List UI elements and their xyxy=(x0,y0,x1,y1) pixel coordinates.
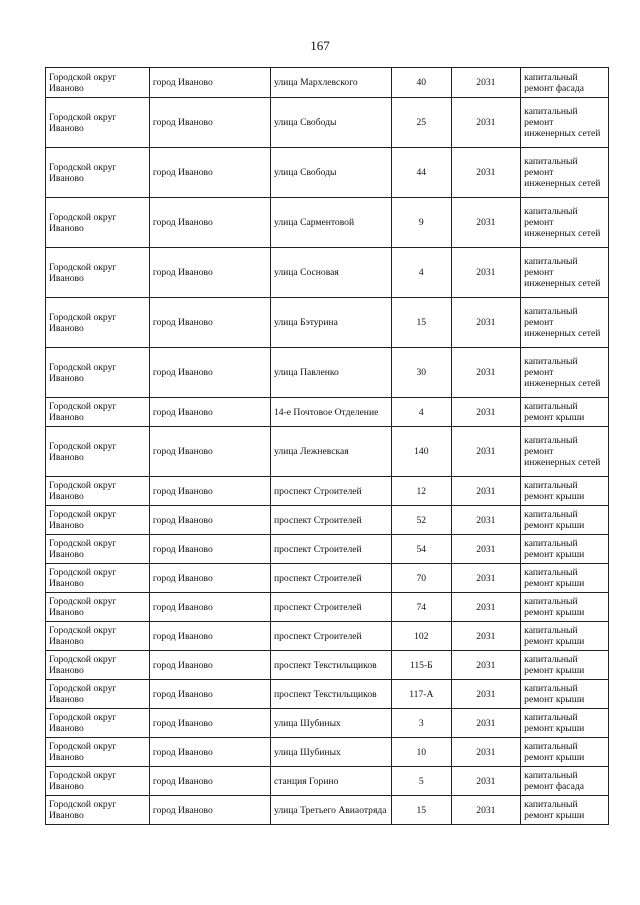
table-row xyxy=(46,427,609,477)
table-row xyxy=(46,535,609,564)
table-row xyxy=(46,651,609,680)
cell-work-type: капитальный ремонт фасада xyxy=(521,767,609,796)
cell-work-type: капитальный ремонт инженерных сетей xyxy=(521,198,609,248)
cell-year: 2031 xyxy=(451,767,521,796)
cell-municipal-okrug: Городской округ Иваново xyxy=(46,767,150,796)
cell-year: 2031 xyxy=(451,709,521,738)
cell-settlement: город Иваново xyxy=(149,651,270,680)
cell-work-type: капитальный ремонт инженерных сетей xyxy=(521,248,609,298)
cell-street: улица Шубиных xyxy=(270,738,391,767)
cell-year: 2031 xyxy=(451,348,521,398)
cell-year: 2031 xyxy=(451,506,521,535)
table-row xyxy=(46,477,609,506)
cell-year: 2031 xyxy=(451,298,521,348)
cell-house-number: 115-Б xyxy=(392,651,452,680)
cell-settlement: город Иваново xyxy=(149,298,270,348)
cell-municipal-okrug: Городской округ Иваново xyxy=(46,348,150,398)
cell-street: улица Мархлевского xyxy=(270,68,391,98)
cell-settlement: город Иваново xyxy=(149,680,270,709)
cell-year: 2031 xyxy=(451,427,521,477)
cell-work-type: капитальный ремонт крыши xyxy=(521,593,609,622)
cell-municipal-okrug: Городской округ Иваново xyxy=(46,506,150,535)
cell-house-number: 15 xyxy=(392,298,452,348)
cell-settlement: город Иваново xyxy=(149,248,270,298)
cell-settlement: город Иваново xyxy=(149,98,270,148)
cell-work-type: капитальный ремонт крыши xyxy=(521,506,609,535)
table-row xyxy=(46,622,609,651)
cell-municipal-okrug: Городской округ Иваново xyxy=(46,709,150,738)
cell-work-type: капитальный ремонт инженерных сетей xyxy=(521,348,609,398)
cell-municipal-okrug: Городской округ Иваново xyxy=(46,248,150,298)
page-number: 167 xyxy=(310,38,330,53)
cell-street: улица Шубиных xyxy=(270,709,391,738)
cell-year: 2031 xyxy=(451,98,521,148)
cell-street: проспект Строителей xyxy=(270,622,391,651)
cell-municipal-okrug: Городской округ Иваново xyxy=(46,398,150,427)
cell-work-type: капитальный ремонт инженерных сетей xyxy=(521,98,609,148)
cell-year: 2031 xyxy=(451,593,521,622)
cell-street: улица Бэтурина xyxy=(270,298,391,348)
cell-year: 2031 xyxy=(451,564,521,593)
cell-year: 2031 xyxy=(451,796,521,825)
cell-work-type: капитальный ремонт крыши xyxy=(521,535,609,564)
cell-settlement: город Иваново xyxy=(149,709,270,738)
cell-municipal-okrug: Городской округ Иваново xyxy=(46,148,150,198)
table-row xyxy=(46,767,609,796)
cell-municipal-okrug: Городской округ Иваново xyxy=(46,680,150,709)
cell-year: 2031 xyxy=(451,148,521,198)
cell-settlement: город Иваново xyxy=(149,564,270,593)
cell-settlement: город Иваново xyxy=(149,796,270,825)
table-row xyxy=(46,709,609,738)
table-row xyxy=(46,593,609,622)
cell-work-type: капитальный ремонт крыши xyxy=(521,564,609,593)
cell-year: 2031 xyxy=(451,248,521,298)
cell-year: 2031 xyxy=(451,68,521,98)
cell-street: проспект Текстильщиков xyxy=(270,680,391,709)
cell-settlement: город Иваново xyxy=(149,68,270,98)
cell-municipal-okrug: Городской округ Иваново xyxy=(46,564,150,593)
cell-house-number: 52 xyxy=(392,506,452,535)
table-row xyxy=(46,68,609,98)
cell-work-type: капитальный ремонт инженерных сетей xyxy=(521,298,609,348)
cell-house-number: 102 xyxy=(392,622,452,651)
cell-house-number: 4 xyxy=(392,398,452,427)
cell-street: улица Сосновая xyxy=(270,248,391,298)
cell-work-type: капитальный ремонт крыши xyxy=(521,738,609,767)
cell-street: улица Сарментовой xyxy=(270,198,391,248)
cell-street: проспект Строителей xyxy=(270,535,391,564)
cell-settlement: город Иваново xyxy=(149,738,270,767)
cell-work-type: капитальный ремонт крыши xyxy=(521,680,609,709)
table-row xyxy=(46,398,609,427)
cell-work-type: капитальный ремонт крыши xyxy=(521,398,609,427)
cell-house-number: 25 xyxy=(392,98,452,148)
table-row xyxy=(46,348,609,398)
table-body xyxy=(46,68,609,825)
table-row xyxy=(46,796,609,825)
cell-street: проспект Текстильщиков xyxy=(270,651,391,680)
cell-settlement: город Иваново xyxy=(149,535,270,564)
cell-settlement: город Иваново xyxy=(149,348,270,398)
cell-municipal-okrug: Городской округ Иваново xyxy=(46,796,150,825)
cell-house-number: 5 xyxy=(392,767,452,796)
cell-house-number: 70 xyxy=(392,564,452,593)
cell-house-number: 44 xyxy=(392,148,452,198)
cell-house-number: 30 xyxy=(392,348,452,398)
table-row xyxy=(46,98,609,148)
cell-year: 2031 xyxy=(451,738,521,767)
cell-street: проспект Строителей xyxy=(270,477,391,506)
cell-street: 14-е Почтовое Отделение xyxy=(270,398,391,427)
cell-settlement: город Иваново xyxy=(149,427,270,477)
cell-house-number: 3 xyxy=(392,709,452,738)
cell-settlement: город Иваново xyxy=(149,148,270,198)
table-row xyxy=(46,506,609,535)
cell-municipal-okrug: Городской округ Иваново xyxy=(46,477,150,506)
cell-work-type: капитальный ремонт фасада xyxy=(521,68,609,98)
cell-year: 2031 xyxy=(451,680,521,709)
cell-work-type: капитальный ремонт крыши xyxy=(521,651,609,680)
cell-street: проспект Строителей xyxy=(270,506,391,535)
housing-repair-table xyxy=(45,67,609,825)
cell-year: 2031 xyxy=(451,198,521,248)
cell-house-number: 117-А xyxy=(392,680,452,709)
cell-house-number: 9 xyxy=(392,198,452,248)
cell-work-type: капитальный ремонт крыши xyxy=(521,796,609,825)
cell-street: улица Свободы xyxy=(270,148,391,198)
cell-municipal-okrug: Городской округ Иваново xyxy=(46,622,150,651)
cell-house-number: 10 xyxy=(392,738,452,767)
cell-settlement: город Иваново xyxy=(149,593,270,622)
cell-settlement: город Иваново xyxy=(149,398,270,427)
cell-house-number: 15 xyxy=(392,796,452,825)
table-row xyxy=(46,148,609,198)
cell-street: улица Свободы xyxy=(270,98,391,148)
cell-settlement: город Иваново xyxy=(149,506,270,535)
cell-settlement: город Иваново xyxy=(149,767,270,796)
cell-municipal-okrug: Городской округ Иваново xyxy=(46,738,150,767)
cell-settlement: город Иваново xyxy=(149,198,270,248)
cell-municipal-okrug: Городской округ Иваново xyxy=(46,298,150,348)
cell-municipal-okrug: Городской округ Иваново xyxy=(46,98,150,148)
cell-work-type: капитальный ремонт крыши xyxy=(521,709,609,738)
cell-house-number: 40 xyxy=(392,68,452,98)
table-row xyxy=(46,248,609,298)
table-row xyxy=(46,298,609,348)
cell-street: станция Горино xyxy=(270,767,391,796)
cell-street: улица Павленко xyxy=(270,348,391,398)
cell-house-number: 54 xyxy=(392,535,452,564)
cell-municipal-okrug: Городской округ Иваново xyxy=(46,651,150,680)
cell-municipal-okrug: Городской округ Иваново xyxy=(46,535,150,564)
cell-work-type: капитальный ремонт крыши xyxy=(521,622,609,651)
cell-house-number: 4 xyxy=(392,248,452,298)
cell-settlement: город Иваново xyxy=(149,477,270,506)
table-row xyxy=(46,738,609,767)
cell-municipal-okrug: Городской округ Иваново xyxy=(46,68,150,98)
cell-work-type: капитальный ремонт инженерных сетей xyxy=(521,148,609,198)
cell-municipal-okrug: Городской округ Иваново xyxy=(46,427,150,477)
cell-work-type: капитальный ремонт инженерных сетей xyxy=(521,427,609,477)
table-row xyxy=(46,198,609,248)
cell-street: улица Третьего Авиаотряда xyxy=(270,796,391,825)
cell-settlement: город Иваново xyxy=(149,622,270,651)
table-row xyxy=(46,564,609,593)
cell-year: 2031 xyxy=(451,651,521,680)
cell-year: 2031 xyxy=(451,622,521,651)
cell-municipal-okrug: Городской округ Иваново xyxy=(46,593,150,622)
cell-year: 2031 xyxy=(451,398,521,427)
cell-street: улица Лежневская xyxy=(270,427,391,477)
cell-work-type: капитальный ремонт крыши xyxy=(521,477,609,506)
cell-house-number: 74 xyxy=(392,593,452,622)
cell-year: 2031 xyxy=(451,535,521,564)
cell-street: проспект Строителей xyxy=(270,564,391,593)
cell-house-number: 140 xyxy=(392,427,452,477)
cell-year: 2031 xyxy=(451,477,521,506)
table-row xyxy=(46,680,609,709)
cell-street: проспект Строителей xyxy=(270,593,391,622)
cell-municipal-okrug: Городской округ Иваново xyxy=(46,198,150,248)
cell-house-number: 12 xyxy=(392,477,452,506)
